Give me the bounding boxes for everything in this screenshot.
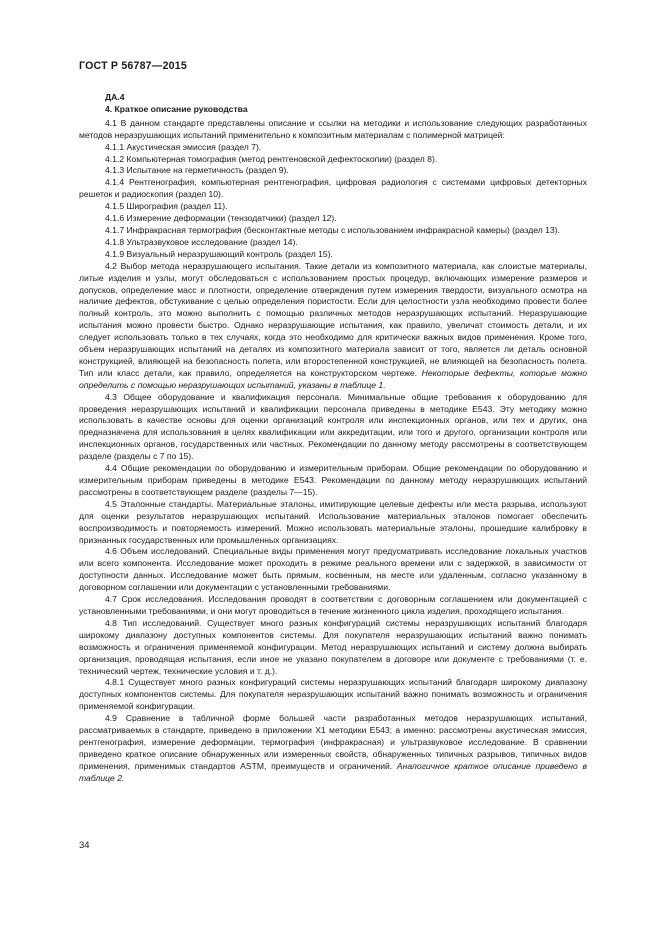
paragraph-text: 4.1.9 Визуальный неразрушающий контроль (раздел 15). bbox=[105, 248, 333, 259]
document-body bbox=[79, 92, 587, 785]
paragraph-italic-text: Аналогичное краткое описание приведено в таблице 2. bbox=[79, 760, 587, 783]
paragraph-text: 4.1.8 Ультразвуковое исследование (раздел 14). bbox=[105, 236, 298, 247]
paragraph-text: 4.8 Тип исследований. Существует много разных конфигураций системы неразрушающих испытаний благодаря широкому диапазону доступных компонентов системы. Для покупателя неразрушающих испытаний важно понимать возможность и ограничения применяемой конфигурации. Метод неразрушающих испытаний и систему должна выбирать организация, проводящая испытания, если иное не указано покупателем в договоре или документе с требованиями (т. е. технический чертеж, технические условия и т. д.). bbox=[79, 617, 587, 676]
paragraph-text: 4.9 Сравнение в табличной форме большей части разработанных методов неразрушающих испытаний, рассматриваемых в стандарте, приведено в приложении X1 методики E543; а именно: рассмотрены акустическая эмиссия, рентгенография, измерение деформации, термография (инфракрасная) и ультразвуковое исследование. В сравнении приведено краткое описание обнаруженных или измеренных свойств, обнаруженных типичных разрывов, типичных видов применения, применимых стандартов ASTM, преимуществ и ограничений. bbox=[79, 713, 587, 771]
paragraph bbox=[79, 118, 587, 142]
paragraph-text: 4.3 Общее оборудование и квалификация персонала. Минимальные общие требования к оборудованию для проведения неразрушающих испытаний и квалификации персонала приведены в методике E543. Эту методику можно использовать в качестве основы для оценки организаций контроля или инспекционных органов, или тех и других, она предназначена для использования в целях квалификации или аккредитации, или того и другого, организации контроля или инспекционных органов, государственных или частных. Рекомендации по данному методу рассмотрены в соответствующем разделе (разделы с 7 по 15). bbox=[79, 391, 587, 462]
paragraph-text: 4.6 Объем исследований. Специальные виды применения могут предусматривать исследование локальных участков или всего компонента. Исследование может проходить в режиме реального времени или с задержкой, в зависимости от доступности данных. Исследование может быть прямым, косвенным, на месте или удаленным, согласно указанному в договорном соглашении или документации с установленными требованиями. bbox=[79, 546, 587, 593]
paragraph bbox=[79, 546, 587, 594]
paragraph bbox=[79, 261, 587, 392]
paragraph-list bbox=[79, 118, 587, 785]
paragraph-text: 4.1.5 Ширография (раздел 11). bbox=[105, 201, 228, 212]
paragraph bbox=[79, 713, 587, 784]
paragraph bbox=[79, 201, 587, 213]
paragraph-text: 4.2 Выбор метода неразрушающего испытания. Такие детали из композитного материала, как слоистые материалы, литые изделия и узлы, могут обследоваться с использованием простых процедур, включающих измерение размеров и допусков, определение масс и плотности, определение отверждения путем измерения твердости, визуального осмотра на наличие дефектов, обстукивание с целью определения пористости. Если для целостности узла необходимо провести более полный контроль, это можно выполнить с помощью различных методов неразрушающих испытаний. Неразрушающие испытания можно провести быстро. Однако неразрушающие испытания, как правило, увеличат стоимость детали, и их следует использовать только в тех случаях, когда это необходимо для критически важных видов применения. Кроме того, объем неразрушающих испытаний на деталях из композитного материала зависит от того, является ли деталь основной конструкцией, влияющей на безопасность полета, или второстепенной конструкцией, не влияющей на безопасность полета. Тип или класс детали, как правило, определяется на конструкторском чертеже. bbox=[79, 260, 587, 378]
paragraph bbox=[79, 225, 587, 237]
paragraph-text: 4.7 Срок исследования. Исследования проводят в соответствии с договорным соглашением или документацией с установленными требованиями, и они могут проводиться в течение жизненного цикла изделия, проходящего испытания. bbox=[79, 594, 587, 616]
section-code: ДА.4 bbox=[105, 92, 125, 102]
paragraph-text: 4.1.4 Рентгенография, компьютерная рентгенография, цифровая радиология с системами цифровых детекторных решеток и радиоскопия (раздел 10). bbox=[79, 177, 587, 200]
paragraph bbox=[79, 249, 587, 261]
paragraph-text: 4.8.1 Существует много разных конфигураций системы неразрушающих испытаний благодаря широкому диапазону доступных компонентов системы. Для покупателя неразрушающих испытаний важно понимать возможность и ограничения применяемой конфигурации. bbox=[79, 677, 587, 712]
paragraph bbox=[79, 618, 587, 678]
paragraph-text: 4.1.3 Испытание на герметичность (раздел 9). bbox=[105, 165, 289, 176]
section-title: 4. Краткое описание руководства bbox=[105, 103, 248, 114]
paragraph-text: 4.4 Общие рекомендации по оборудованию и измерительным приборам. Общие рекомендации по оборудованию и измерительным приборам приведены в методике E543. Рекомендации по данному методу неразрушающих испытаний рассмотрены в соответствующем разделе (разделы 7—15). bbox=[79, 463, 587, 497]
paragraph bbox=[79, 213, 587, 225]
page-number: 34 bbox=[79, 840, 90, 851]
paragraph bbox=[79, 165, 587, 177]
paragraph bbox=[79, 237, 587, 249]
paragraph bbox=[79, 677, 587, 713]
paragraph-text: 4.1.2 Компьютерная томография (метод рентгеновской дефектоскопии) (раздел 8). bbox=[105, 153, 438, 164]
document-header: ГОСТ Р 56787—2015 bbox=[79, 60, 187, 72]
paragraph-text: 4.5 Эталонные стандарты. Материальные эталоны, имитирующие целевые дефекты или места разрыва, используют для оценки результатов неразрушающих испытаний. Использование материальных эталонов помогает обеспечить воспроизводимость и повторяемость измерений. Можно использовать материальные эталоны, прошедшие калибровку в признанных государственных или промышленных организациях. bbox=[79, 498, 587, 545]
paragraph bbox=[79, 499, 587, 547]
paragraph-text: 4.1.1 Акустическая эмиссия (раздел 7). bbox=[105, 141, 262, 152]
paragraph-italic-text: Некоторые дефекты, которые можно определить с помощью неразрушающих испытаний, указаны в таблице 1. bbox=[79, 367, 588, 390]
paragraph bbox=[79, 392, 587, 463]
paragraph-text: 4.1.6 Измерение деформации (тензодатчики) (раздел 12). bbox=[105, 213, 337, 224]
paragraph bbox=[79, 594, 587, 618]
paragraph-text: 4.1 В данном стандарте представлены описание и ссылки на методики и использование следующих разработанных методов неразрушающих испытаний применительно к композитным материалам с полимерной матрицей: bbox=[79, 117, 587, 140]
paragraph bbox=[79, 463, 587, 499]
paragraph bbox=[79, 154, 587, 166]
paragraph-text: 4.1.7 Инфракрасная термография (бесконтактные методы с использованием инфракрасной камеры) (раздел 13). bbox=[105, 224, 560, 235]
paragraph bbox=[79, 142, 587, 154]
paragraph bbox=[79, 177, 587, 201]
